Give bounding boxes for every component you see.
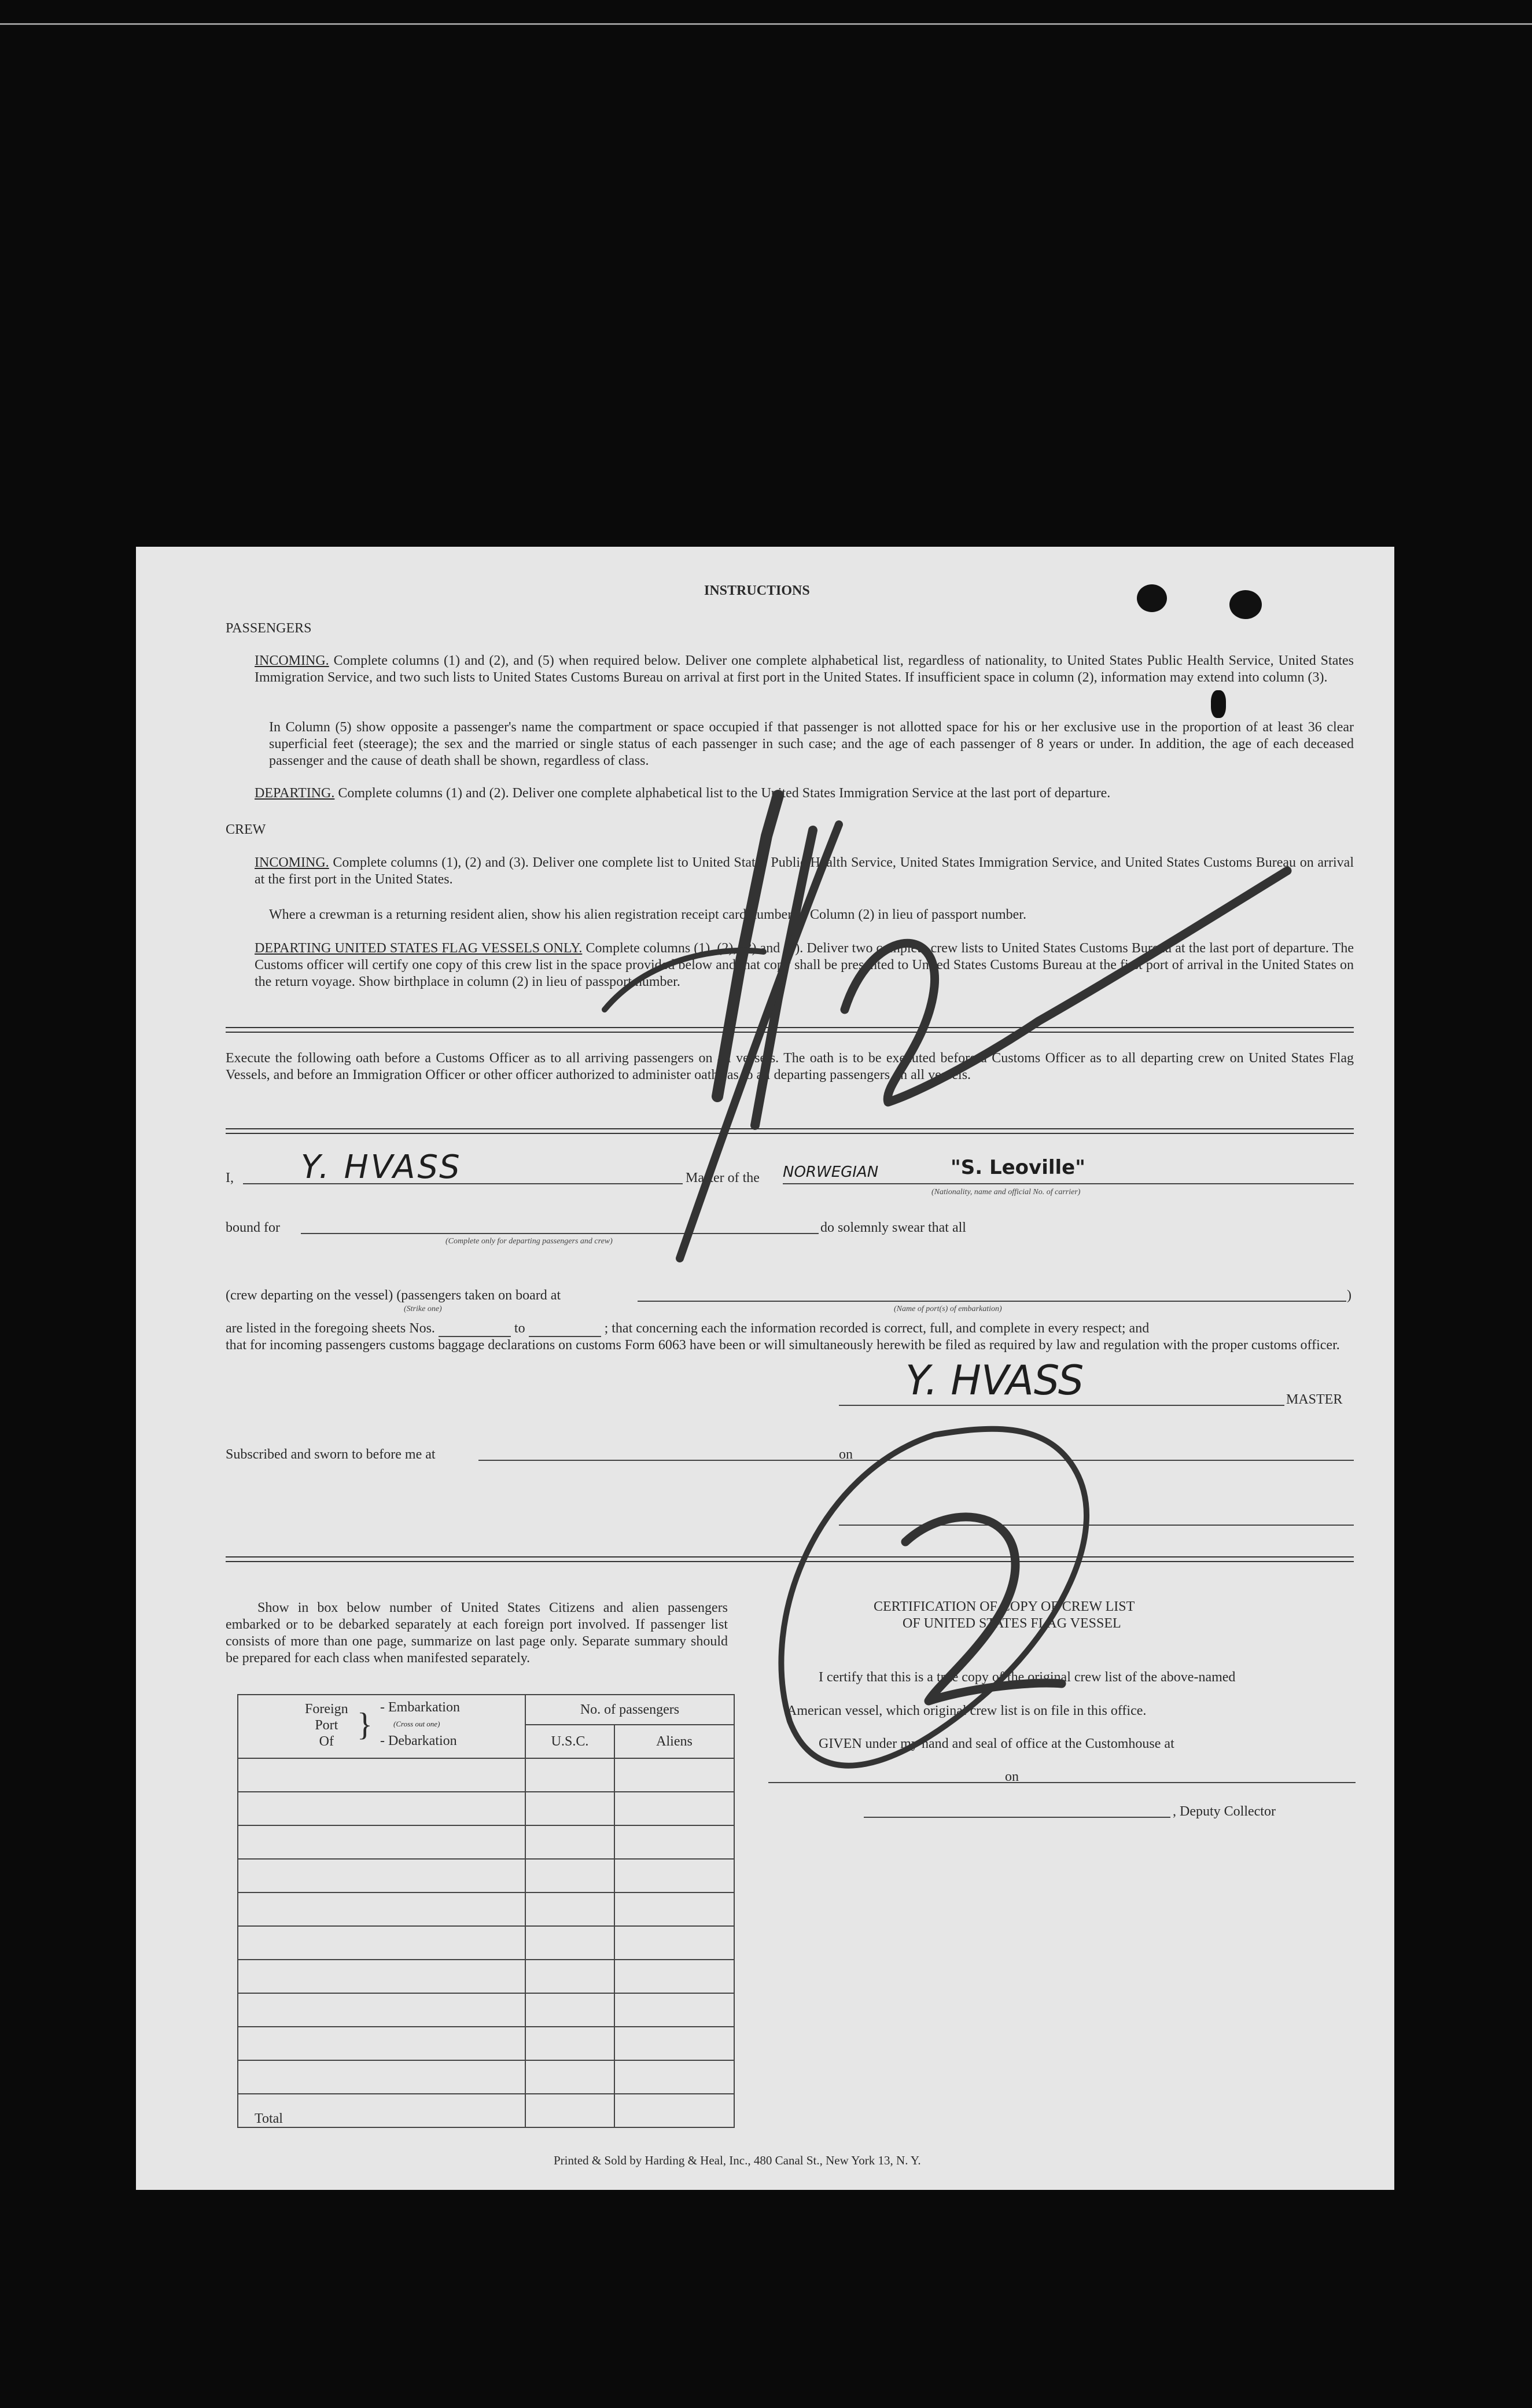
bound-for-label: bound for	[226, 1220, 280, 1235]
crew-list-form-page	[136, 547, 1394, 2190]
crew-departing-line-text: (crew departing on the vessel) (passengers taken on board at	[226, 1288, 561, 1303]
close-paren: )	[1347, 1288, 1351, 1303]
crew-departing-label: DEPARTING UNITED STATES FLAG VESSELS ONLY.	[255, 941, 583, 956]
foreign-label: Foreign	[305, 1702, 348, 1717]
certification-text-3: GIVEN under my hand and seal of office at the Customhouse at	[819, 1736, 1174, 1751]
vessel-name-handwritten: "S. Leoville"	[951, 1156, 1085, 1179]
master-name-handwritten: Y. HVASS	[301, 1148, 462, 1186]
crew-resident-text: Where a crewman is a returning resident alien, show his alien registration receipt card number in Column (2) in lieu of passport number.	[269, 907, 1026, 922]
crew-incoming-label: INCOMING.	[255, 855, 329, 870]
handwritten-marks	[136, 547, 1394, 2190]
aliens-header: Aliens	[614, 1725, 734, 1758]
subscribed-label: Subscribed and sworn to before me at	[226, 1447, 436, 1462]
subscribed-on-label: on	[839, 1447, 853, 1462]
incoming-body: Complete columns (1) and (2), and (5) when required below. Deliver one complete alphabetical list, regardless of nationality, to United States Public Health Service, United States Immigration Service, and two such lists to United States Customs Bureau on arrival at first port in the United States. If insufficient space in column (2), information may extend into column (3).	[255, 653, 1354, 685]
certification-title-1: CERTIFICATION OF COPY OF CREW LIST	[874, 1599, 1135, 1614]
passengers-heading: PASSENGERS	[226, 621, 312, 636]
bound-caption: (Complete only for departing passengers and crew)	[445, 1237, 613, 1246]
total-label: Total	[238, 2094, 525, 2127]
no-passengers-header: No. of passengers	[525, 1695, 734, 1725]
swear-text: do solemnly swear that all	[820, 1220, 966, 1235]
column5-text: In Column (5) show opposite a passenger's name the compartment or space occupied if that passenger is not allotted space for his or her exclusive use in the proportion of at least 36 clear superficial feet (steerage); the sex and the married or single status of each passenger in such case; and the age of each passenger of 8 years or under. In addition, the age of each deceased passenger and the cause of death shall be shown, regardless of class.	[269, 720, 1354, 768]
circled-two-mark	[905, 1517, 1062, 1701]
listed-suffix: ; that concerning each the information recorded is correct, full, and complete in every respect; and	[604, 1321, 1150, 1336]
usc-header: U.S.C.	[525, 1725, 614, 1758]
departing-body: Complete columns (1) and (2). Deliver one complete alphabetical list to the United States Immigration Service at the last port of departure.	[338, 786, 1111, 801]
nationality-handwritten: NORWEGIAN	[783, 1164, 879, 1181]
debarkation-label: - Debarkation	[380, 1733, 457, 1748]
i-label: I,	[226, 1170, 234, 1185]
to-label: to	[514, 1321, 525, 1336]
certification-title-2: OF UNITED STATES FLAG VESSEL	[903, 1616, 1121, 1631]
deputy-collector-label: , Deputy Collector	[1173, 1804, 1276, 1819]
ports-caption: (Name of port(s) of embarkation)	[894, 1305, 1002, 1313]
circle-mark	[781, 1429, 1087, 1766]
printer-footer: Printed & Sold by Harding & Heal, Inc., 480 Canal St., New York 13, N. Y.	[554, 2153, 921, 2167]
instructions-title: INSTRUCTIONS	[704, 583, 810, 598]
master-label: MASTER	[1286, 1392, 1343, 1407]
listed-text2: that for incoming passengers customs baggage declarations on customs Form 6063 have been or will simultaneously herewith be filed as required by law and regulation with the proper customs officer.	[226, 1338, 1340, 1353]
departing-label: DEPARTING.	[255, 786, 335, 801]
nationality-caption: (Nationality, name and official No. of carrier)	[931, 1188, 1081, 1196]
microfilm-top-line	[0, 23, 1532, 25]
certification-text-2: American vessel, which original crew list is on file in this office.	[787, 1703, 1147, 1718]
brace: }	[357, 1707, 373, 1743]
crew-incoming-body: Complete columns (1), (2) and (3). Deliver one complete list to United States Public Health Service, United States Immigration Service, and United States Customs Bureau on arrival at the first port in the United States.	[255, 855, 1354, 887]
embarkation-label: - Embarkation	[380, 1700, 460, 1715]
fraction-two-mark	[845, 871, 1287, 1102]
certification-on-label: on	[1005, 1769, 1019, 1784]
crew-departing-body: Complete columns (1), (2), (3) and (4). Deliver two complete crew lists to United States Customs Bureau at the last port of departure. The Customs officer will certify one copy of this crew list in the space provided below and that copy shall be presented to United States Customs Bureau at the first port of arrival in the United States on the return voyage. Show birthplace in column (2) in lieu of passport number.	[255, 941, 1354, 989]
of-label: Of	[319, 1734, 334, 1749]
oath-intro: Execute the following oath before a Customs Officer as to all arriving passengers on all vessels. The oath is to be executed before a Customs Officer as to all departing crew on United States Flag Vessels, and before an Immigration Officer or other officer authorized to administer oaths as to all departing passengers on all vessels.	[226, 1051, 1354, 1083]
strike-caption: (Strike one)	[404, 1305, 442, 1313]
summary-instruction: Show in box below number of United States Citizens and alien passengers embarked or to be debarked separately at each foreign port involved. If passenger list consists of more than one page, summarize on last page only. Separate summary should be prepared for each class when manifested separately.	[226, 1600, 728, 1666]
crew-heading: CREW	[226, 822, 266, 837]
master-of-label: Master of the	[686, 1170, 760, 1185]
cross-out-caption: (Cross out one)	[393, 1720, 440, 1728]
certification-text-1: I certify that this is a true copy of the original crew list of the above-named	[819, 1670, 1236, 1685]
port-label: Port	[315, 1718, 338, 1733]
listed-prefix: are listed in the foregoing sheets Nos.	[226, 1321, 435, 1336]
incoming-label: INCOMING.	[255, 653, 329, 668]
master-signature: Y. HVASS	[905, 1357, 1084, 1404]
